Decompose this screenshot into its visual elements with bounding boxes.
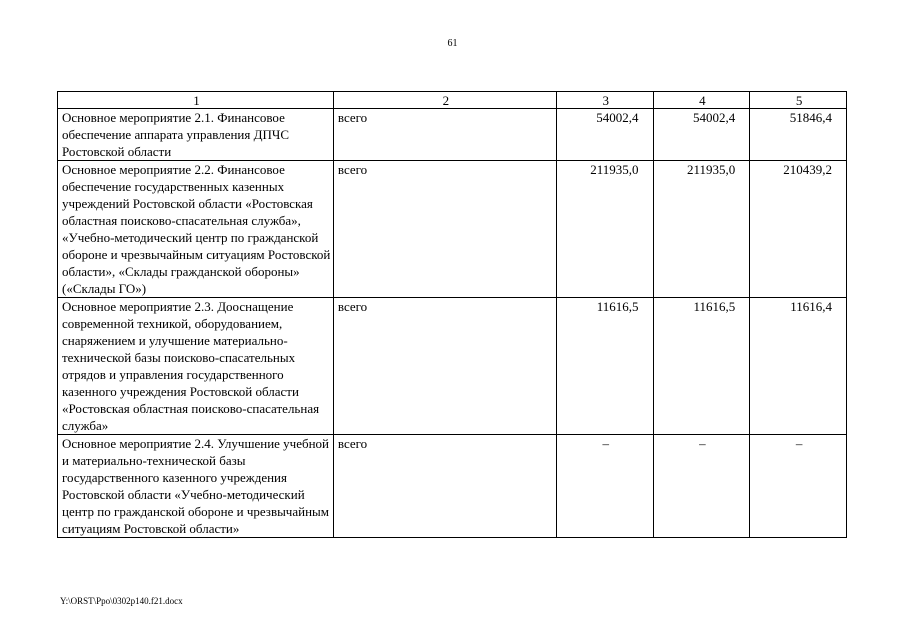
row-value-col-4: 11616,5: [653, 298, 750, 435]
row-value-col-5: 11616,4: [750, 298, 847, 435]
table-row: [58, 298, 847, 435]
row-activity-name: Основное мероприятие 2.3. Дооснащение современной техникой, оборудованием, снаряжением и улучшение материально-технической базы поисково-спасательных отрядов и управления государственного казенного учреждения Ростовской области «Ростовская областная поисково-спасательная служба»: [58, 298, 334, 435]
row-value-col-3: 211935,0: [556, 161, 653, 298]
footer-file-path: Y:\ORST\Ppo\0302p140.f21.docx: [60, 596, 183, 606]
row-funding-source: всего: [333, 435, 556, 538]
row-value-col-4: 54002,4: [653, 109, 750, 161]
row-funding-source: всего: [333, 161, 556, 298]
header-row: [58, 92, 847, 109]
row-value-col-5: 51846,4: [750, 109, 847, 161]
row-value-col-3: –: [556, 435, 653, 538]
table-row: [58, 161, 847, 298]
row-value-col-5: 210439,2: [750, 161, 847, 298]
page-number: 61: [447, 38, 458, 49]
header-col-2: 2: [333, 92, 556, 109]
row-value-col-5: –: [750, 435, 847, 538]
row-funding-source: всего: [333, 109, 556, 161]
table-row: [58, 435, 847, 538]
header-col-1: 1: [58, 92, 334, 109]
row-value-col-4: –: [653, 435, 750, 538]
row-value-col-4: 211935,0: [653, 161, 750, 298]
budget-table: [57, 91, 847, 538]
row-value-col-3: 11616,5: [556, 298, 653, 435]
header-col-4: 4: [653, 92, 750, 109]
row-activity-name: Основное мероприятие 2.2. Финансовое обеспечение государственных казенных учреждений Ростовской области «Ростовская областная поисково-спасательная служба», «Учебно-методический центр по гражданской обороне и чрезвычайным ситуациям Ростовской области», «Склады гражданской обороны» («Склады ГО»): [58, 161, 334, 298]
header-col-3: 3: [556, 92, 653, 109]
row-activity-name: Основное мероприятие 2.1. Финансовое обеспечение аппарата управления ДПЧС Ростовской области: [58, 109, 334, 161]
header-col-5: 5: [750, 92, 847, 109]
row-value-col-3: 54002,4: [556, 109, 653, 161]
row-activity-name: Основное мероприятие 2.4. Улучшение учебной и материально-технической базы государственного казенного учреждения Ростовской области «Учебно-методический центр по гражданской обороне и чрезвычайным ситуациям Ростовской области»: [58, 435, 334, 538]
row-funding-source: всего: [333, 298, 556, 435]
table-row: [58, 109, 847, 161]
